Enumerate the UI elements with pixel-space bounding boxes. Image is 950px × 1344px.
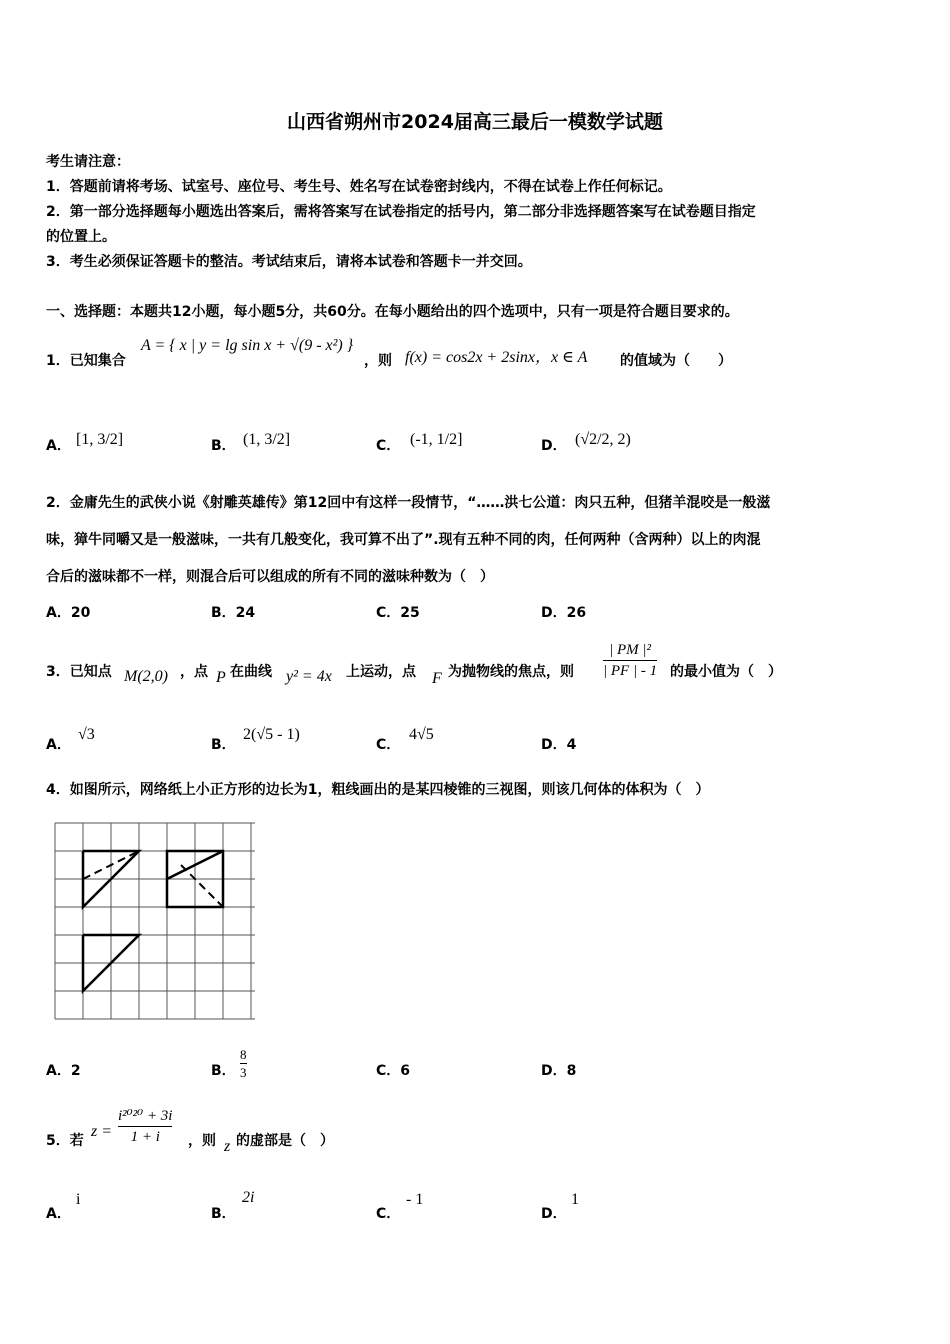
question-1-prefix: 1．已知集合 [46, 353, 126, 369]
q5-label-a: A． [46, 1206, 71, 1222]
q5-label-b: B． [211, 1206, 236, 1222]
three-view-figure [52, 820, 258, 1026]
notice-item: 2．第一部分选择题每小题选出答案后，需将答案写在试卷指定的括号内，第二部分非选择题答案写在试卷题目指定 [46, 204, 756, 220]
section-heading: 一、选择题：本题共12小题，每小题5分，共60分。在每小题给出的四个选项中，只有一项是符合题目要求的。 [46, 304, 739, 320]
question-5-prefix: 5．若 [46, 1133, 84, 1149]
notice-item: 3．考生必须保证答题卡的整洁。考试结束后，请将本试卷和答题卡一并交回。 [46, 254, 532, 270]
question-3-mid1: ，点 [180, 664, 208, 680]
question-3-prefix: 3．已知点 [46, 664, 112, 680]
q1-label-a: A． [46, 438, 71, 454]
q4-option-d: D．8 [541, 1063, 577, 1079]
q4-option-c: C．6 [376, 1063, 411, 1079]
fraction-numerator: | PM |² [609, 642, 651, 658]
q3-option-d: D．4 [541, 737, 577, 753]
question-3-mid4: 为抛物线的焦点，则 [448, 664, 574, 680]
q1-label-c: C． [376, 438, 401, 454]
q1-label-d: D． [541, 438, 567, 454]
z-symbol-2: z [224, 1138, 231, 1155]
q1-option-a: [1, 3/2] [76, 431, 124, 448]
q5-option-d: 1 [571, 1191, 579, 1208]
q2-option-c: C．25 [376, 605, 420, 621]
q5-option-c: - 1 [406, 1191, 424, 1208]
q3-option-c: 4√5 [409, 726, 434, 743]
q2-option-a: A．20 [46, 605, 91, 621]
q5-option-b: 2i [242, 1189, 255, 1206]
point-f: F [432, 670, 442, 687]
q5-label-c: C． [376, 1206, 401, 1222]
q4-label-b: B． [211, 1063, 236, 1079]
question-2-line: 2．金庸先生的武侠小说《射雕英雄传》第12回中有这样一段情节，“……洪七公道：肉只五种，但猪羊混咬是一般滋 [46, 495, 771, 511]
z-symbol: z = [91, 1123, 113, 1140]
question-5-suffix: 的虚部是（ ） [236, 1133, 334, 1149]
question-5-mid: ，则 [188, 1133, 216, 1149]
q3-option-b: 2(√5 - 1) [243, 726, 300, 743]
q3-label-b: B． [211, 737, 236, 753]
q1-option-b: (1, 3/2] [243, 431, 291, 448]
q5-option-a: i [76, 1191, 81, 1208]
q1-label-b: B． [211, 438, 236, 454]
point-p: P [216, 669, 226, 686]
question-3-suffix: 的最小值为（ ） [670, 664, 782, 680]
q2-option-d: D．26 [541, 605, 587, 621]
fraction-denominator: 1 + i [118, 1126, 172, 1147]
q1-option-d: (√2/2, 2) [575, 431, 631, 448]
fraction-numerator: 8 [240, 1047, 247, 1062]
question-4-text: 4．如图所示，网络纸上小正方形的边长为1，粗线画出的是某四棱锥的三视图，则该几何体的体积为（ ） [46, 782, 710, 798]
question-1-func: f(x) = cos2x + 2sinx，x ∈ A [405, 349, 588, 366]
question-1-mid: ，则 [364, 353, 392, 369]
q3-label-c: C． [376, 737, 401, 753]
notice-item: 1．答题前请将考场、试室号、座位号、考生号、姓名写在试卷密封线内，不得在试卷上作任何标记。 [46, 179, 672, 195]
question-3-fraction [603, 640, 657, 681]
question-3-mid2: 在曲线 [230, 664, 272, 680]
fraction-numerator: i²⁰²⁰ + 3i [118, 1108, 173, 1124]
curve: y² = 4x [286, 668, 332, 685]
question-2-line: 味，獐牛同嚼又是一般滋味，一共有几般变化，我可算不出了”.现有五种不同的肉，任何两种（含两种）以上的肉混 [46, 532, 761, 548]
q2-option-b: B．24 [211, 605, 256, 621]
question-3-mid3: 上运动，点 [346, 664, 416, 680]
q1-option-c: (-1, 1/2] [410, 431, 463, 448]
fraction-denominator: | PF | - 1 [603, 660, 657, 681]
q3-label-a: A． [46, 737, 71, 753]
question-2-line: 合后的滋味都不一样，则混合后可以组成的所有不同的滋味种数为（ ） [46, 569, 494, 585]
notice-item: 的位置上。 [46, 229, 116, 245]
question-1-set: A = { x | y = lg sin x + √(9 - x²) } [141, 337, 354, 354]
question-1-suffix: 的值域为（ ） [620, 353, 732, 369]
q5-label-d: D． [541, 1206, 567, 1222]
point-m: M(2,0) [124, 668, 168, 685]
q4-option-b-fraction [240, 1046, 247, 1081]
q3-option-a: √3 [78, 726, 95, 743]
question-5-fraction [118, 1106, 172, 1147]
q4-option-a: A．2 [46, 1063, 81, 1079]
notice-heading: 考生请注意： [46, 154, 130, 170]
fraction-denominator: 3 [240, 1065, 247, 1080]
page-title: 山西省朔州市2024届高三最后一模数学试题 [287, 111, 663, 133]
